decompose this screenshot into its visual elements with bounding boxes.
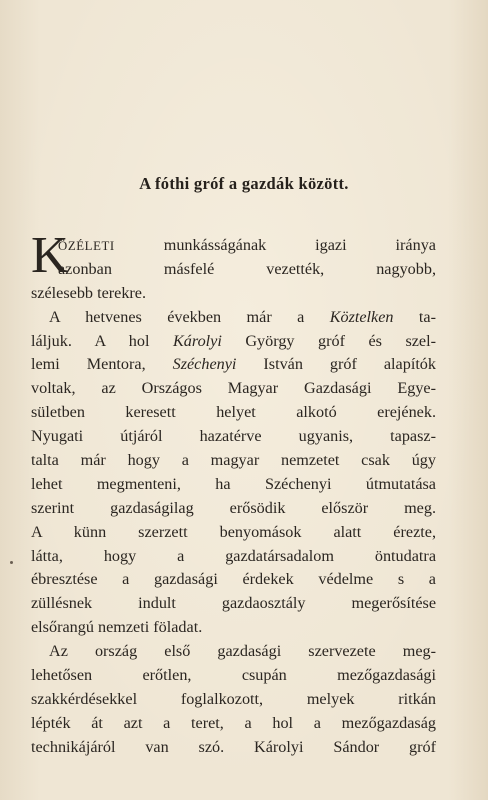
text-line: lehetősen erőtlen, csupán mezőgazdasági — [31, 666, 436, 685]
text-line: voltak, az Országos Magyar Gazdasági Egye- — [31, 379, 436, 398]
text-line: ÖZÉLETI munkásságának igazi iránya — [58, 236, 436, 254]
text-line: azonban másfelé vezették, nagyobb, — [58, 259, 436, 278]
text-line: szélesebb terekre. — [31, 283, 147, 302]
text-line: A hetvenes években már a Köztelken ta- — [49, 307, 436, 326]
text-line: láljuk. A hol Károlyi György gróf és szel- — [31, 331, 436, 350]
text-line: lemi Mentora, Széchenyi István gróf alapítók — [31, 355, 436, 374]
paper-speck — [10, 561, 13, 564]
text-line: Az ország első gazdasági szervezete meg- — [49, 642, 436, 661]
text-line: látta, hogy a gazdatársadalom öntudatra — [31, 546, 436, 565]
text-line: lehet megmenteni, ha Széchenyi útmutatása — [31, 474, 436, 493]
chapter-heading: A fóthi gróf a gazdák között. — [139, 174, 349, 193]
text-line: A künn szerzett benyomások alatt érezte, — [31, 522, 436, 541]
text-line: ébresztése a gazdasági érdekek védelme s a — [31, 570, 436, 589]
body-text — [31, 227, 436, 760]
text-line: Nyugati útjáról hazatérve ugyanis, tapasz- — [31, 427, 436, 446]
text-line: elsőrangú nemzeti föladat. — [31, 618, 203, 637]
text-line: technikájáról van szó. Károlyi Sándor gróf — [31, 737, 436, 756]
text-line: sületben keresett helyet alkotó erejének. — [31, 403, 436, 422]
text-line: züllésnek indult gazdaosztály megerősítése — [31, 594, 436, 613]
drop-cap-letter: K — [31, 227, 69, 284]
text-line: lépték át azt a teret, a hol a mezőgazdaság — [31, 713, 436, 732]
text-line: szakkérdésekkel foglalkozott, melyek ritkán — [31, 689, 436, 708]
text-line: talta már hogy a magyar nemzetet csak úgy — [31, 451, 436, 470]
text-line: szerint gazdaságilag erősödik először meg. — [31, 498, 436, 517]
